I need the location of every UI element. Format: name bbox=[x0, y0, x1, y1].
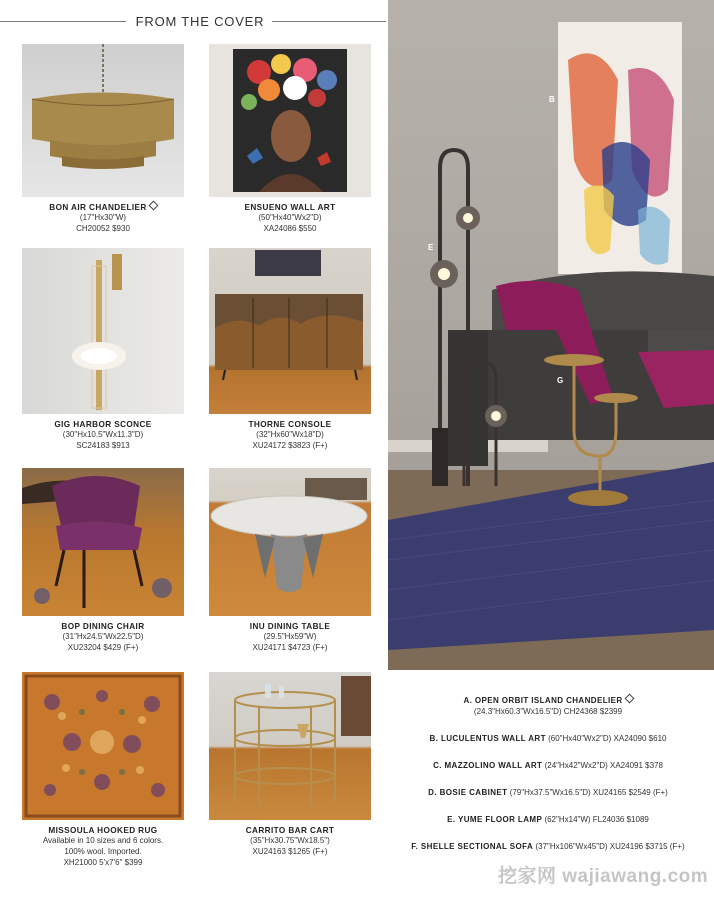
product-material: 100% wool. Imported. bbox=[64, 847, 142, 856]
product-dimensions: (32"Hx60"Wx18"D) bbox=[256, 430, 324, 439]
product-name: BOP DINING CHAIR bbox=[61, 622, 145, 631]
product-sku-price: XU24171 $4723 (F+) bbox=[252, 643, 328, 652]
legend-item-detail: (24"Hx42"Wx2"D) XA24091 $378 bbox=[544, 761, 663, 770]
callout-e: E bbox=[428, 243, 434, 252]
legend-item-name: B. LUCULENTUS WALL ART bbox=[429, 734, 546, 743]
product-sku-price: SC24183 $913 bbox=[76, 441, 130, 450]
product-sku-price: XA24086 $550 bbox=[263, 224, 317, 233]
legend-item[interactable] bbox=[392, 787, 704, 798]
product-tile-bon-air-chandelier[interactable] bbox=[22, 44, 184, 234]
product-dimensions: (50"Hx40"Wx2"D) bbox=[258, 213, 322, 222]
legend-item-name: A. OPEN ORBIT ISLAND CHANDELIER bbox=[463, 696, 623, 705]
product-name: INU DINING TABLE bbox=[249, 622, 331, 631]
legend-item-detail: (62"Hx14"W) FL24036 $1089 bbox=[544, 815, 649, 824]
ensueno-wall-art-photo bbox=[209, 44, 371, 197]
gig-harbor-sconce-photo bbox=[22, 248, 184, 414]
product-dimensions: (30"Hx10.5"Wx11.3"D) bbox=[62, 430, 144, 439]
legend-item-detail: (37"Hx106"Wx45"D) XU24196 $3715 (F+) bbox=[535, 842, 685, 851]
product-dimensions: (17"Hx30"W) bbox=[79, 213, 127, 222]
product-tile-missoula-hooked-rug[interactable] bbox=[22, 672, 184, 868]
legend-item-detail: (60"Hx40"Wx2"D) XA24090 $610 bbox=[548, 734, 667, 743]
product-dimensions: (31"Hx24.5"Wx22.5"D) bbox=[62, 632, 144, 641]
legend-item-detail: (79"Hx37.5"Wx16.5"D) XU24165 $2549 (F+) bbox=[509, 788, 668, 797]
bop-dining-chair-photo bbox=[22, 468, 184, 616]
product-dimensions: (35"Hx30.75"Wx18.5") bbox=[250, 836, 330, 845]
cover-items-legend bbox=[392, 695, 704, 868]
product-availability: Available in 10 sizes and 6 colors. bbox=[42, 836, 164, 845]
product-tile-thorne-console[interactable] bbox=[209, 248, 371, 451]
thorne-console-photo bbox=[209, 248, 371, 414]
product-sku-price: XU24172 $3823 (F+) bbox=[252, 441, 328, 450]
product-tile-gig-harbor-sconce[interactable] bbox=[22, 248, 184, 451]
header-rule-left bbox=[0, 21, 126, 22]
product-sku-price: XU24163 $1265 (F+) bbox=[252, 847, 328, 856]
inu-dining-table-photo bbox=[209, 468, 371, 616]
cover-room-photo bbox=[388, 0, 714, 670]
legend-item[interactable] bbox=[392, 733, 704, 744]
legend-item-name: F. SHELLE SECTIONAL SOFA bbox=[411, 842, 534, 851]
product-name: MISSOULA HOOKED RUG bbox=[48, 826, 158, 835]
product-name: BON AIR CHANDELIER bbox=[49, 203, 147, 212]
rug-image bbox=[22, 672, 184, 820]
legend-item[interactable] bbox=[392, 760, 704, 771]
legend-item-name: D. BOSIE CABINET bbox=[428, 788, 508, 797]
legend-item-name: C. MAZZOLINO WALL ART bbox=[433, 761, 543, 770]
carrito-bar-cart-photo bbox=[209, 672, 371, 820]
console-image bbox=[209, 248, 371, 414]
bon-air-chandelier-photo bbox=[22, 44, 184, 197]
legend-item[interactable] bbox=[392, 814, 704, 825]
legend-item-detail: (24.3"Hx60.3"Wx16.5"D) CH24368 $2399 bbox=[473, 707, 623, 716]
dining-chair-image bbox=[22, 468, 184, 616]
dining-table-image bbox=[209, 468, 371, 616]
callout-b: B bbox=[549, 95, 555, 104]
product-dimensions: (29.5"Hx59"W) bbox=[263, 632, 317, 641]
legend-item[interactable] bbox=[392, 841, 704, 852]
product-tile-inu-dining-table[interactable] bbox=[209, 468, 371, 653]
callout-g: G bbox=[557, 376, 564, 385]
product-name: ENSUENO WALL ART bbox=[244, 203, 336, 212]
site-watermark: 挖家网 wajiawang.com bbox=[498, 866, 709, 887]
header-rule-right bbox=[272, 21, 386, 22]
new-diamond-icon bbox=[148, 201, 158, 211]
product-tile-carrito-bar-cart[interactable] bbox=[209, 672, 371, 857]
product-sku-price: XH21000 5'x7'6" $399 bbox=[63, 858, 143, 867]
new-diamond-icon bbox=[624, 694, 634, 704]
missoula-hooked-rug-photo bbox=[22, 672, 184, 820]
legend-item-name: E. YUME FLOOR LAMP bbox=[447, 815, 543, 824]
product-sku-price: CH20052 $930 bbox=[76, 224, 130, 233]
product-name: GIG HARBOR SCONCE bbox=[54, 420, 152, 429]
product-tile-ensueno-wall-art[interactable] bbox=[209, 44, 371, 234]
product-sku-price: XU23204 $429 (F+) bbox=[67, 643, 139, 652]
sconce-image bbox=[22, 248, 184, 414]
product-name: CARRITO BAR CART bbox=[245, 826, 335, 835]
legend-item[interactable] bbox=[392, 695, 704, 717]
chandelier-image bbox=[22, 44, 184, 197]
wall-art-image bbox=[209, 44, 371, 197]
bar-cart-image bbox=[209, 672, 371, 820]
page-title: FROM THE COVER bbox=[135, 14, 265, 29]
product-tile-bop-dining-chair[interactable] bbox=[22, 468, 184, 653]
product-name: THORNE CONSOLE bbox=[248, 420, 332, 429]
